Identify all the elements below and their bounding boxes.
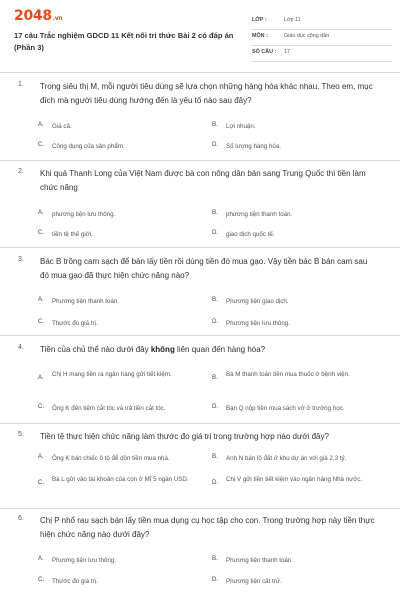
option-text: Phương tiện giao dịch. (226, 298, 289, 305)
meta-subject-label: MÔN : (252, 33, 268, 39)
option-letter: C. (38, 318, 45, 325)
question-number: 4. (18, 344, 24, 351)
option-text: Phương tiện thanh toán. (226, 557, 294, 564)
question-text: Tiền tệ thực hiện chức năng làm thước đo giá trị trong trường hợp nào dưới đây? (40, 432, 329, 441)
option-letter: A. (38, 555, 44, 562)
question-text: Khi quả Thanh Long của Việt Nam được bà con nông dân bán sang Trung Quốc thì tiền làm chức năng (40, 169, 366, 192)
option-text: phương tiện thanh toán. (226, 211, 293, 218)
option-text: Phương tiện lưu thông. (226, 320, 290, 327)
option-letter: D. (212, 318, 219, 325)
option-letter: C. (38, 403, 45, 410)
quiz-title: 17 câu Trắc nghiệm GDCD 11 Kết nối tri thức Bài 2 có đáp án (Phần 3) (14, 31, 234, 52)
option-letter: B. (212, 209, 218, 216)
option-text: Bạn Q nộp tiền mua sách vở ở trường học. (226, 405, 345, 412)
option-text: Chị V gửi tiền tiết kiệm vào ngân hàng Nhà nước. (226, 476, 363, 483)
logo-text: 2048 (14, 8, 52, 24)
question-number: 2. (18, 168, 24, 175)
question-text-part: Tiền của chủ thể nào dưới đây (40, 345, 151, 354)
option-letter: B. (212, 555, 218, 562)
option-text: Ông K đến tiệm cắt tóc và trả tiền cắt tóc. (52, 405, 166, 412)
option-text: Bà L gửi vào tài khoản của con ở Mĩ 5 ngàn USD. (52, 476, 189, 483)
page-header (0, 0, 400, 73)
option-text: Phương tiện thanh toán. (52, 298, 120, 305)
option-text: Số lượng hàng hóa. (226, 143, 281, 150)
option-text: Thước đo giá trị. (52, 320, 98, 327)
meta-subject (252, 30, 392, 46)
option-text: Phương tiện lưu thông. (52, 557, 116, 564)
option-text: Thước đo giá trị. (52, 578, 98, 585)
question-6 (0, 514, 400, 600)
option-letter: D. (212, 229, 219, 236)
meta-class (252, 14, 392, 30)
question-number: 1. (18, 81, 24, 88)
meta-class-value: Lớp 11 (284, 17, 301, 23)
logo-tld: .vn (52, 15, 63, 22)
option-text: giao dịch quốc tế. (226, 231, 275, 238)
question-number: 6. (18, 515, 24, 522)
option-letter: A. (38, 453, 44, 460)
option-text: Lợi nhuận. (226, 123, 256, 130)
option-letter: C. (38, 576, 45, 583)
question-text-part: liên quan đến hàng hóa? (174, 345, 266, 354)
option-letter: A. (38, 296, 44, 303)
question-text: Chị P nhổ rau sạch bán lấy tiền mua dụng cụ học tập cho con. Trong trường hợp này tiền thực hiện chức năng nào dưới đây? (40, 516, 375, 539)
question-emphasis: không (150, 345, 175, 354)
option-letter: D. (212, 479, 219, 486)
option-text: Chị H mang tiền ra ngân hàng gửi tiết kiệm. (52, 371, 172, 378)
option-text: Anh N bán lô đất ở khu dự án với giá 2,3 tỷ. (226, 455, 347, 462)
question-2 (0, 167, 400, 248)
option-text: Giá cả. (52, 123, 72, 130)
question-4 (0, 343, 400, 424)
question-3 (0, 255, 400, 336)
meta-count-value: 17 (284, 49, 290, 55)
option-text: tiền tệ thế giới. (52, 231, 93, 238)
option-letter: C. (38, 479, 45, 486)
site-logo[interactable] (14, 8, 62, 24)
option-letter: C. (38, 229, 45, 236)
meta-count-label: SỐ CÂU : (252, 49, 277, 55)
meta-class-label: LỚP : (252, 17, 267, 23)
question-text: Trong siêu thị M, mỗi người tiêu dùng sẽ lựa chọn những hàng hóa khác nhau. Theo em, mục đích mà người tiêu dùng hướng đến là yếu tố nào sau đây? (40, 82, 373, 105)
option-text: Phương tiện cất trữ. (226, 578, 282, 585)
meta-count (252, 46, 392, 62)
option-letter: D. (212, 403, 219, 410)
question-text (40, 343, 375, 357)
option-text: Ông K bán chiếc ô tô để dồn tiền mua nhà. (52, 455, 170, 462)
option-letter: B. (212, 374, 218, 381)
meta-subject-value: Giáo dục công dân (284, 33, 330, 39)
option-letter: D. (212, 576, 219, 583)
option-letter: A. (38, 209, 44, 216)
question-1 (0, 80, 400, 161)
option-text: Công dụng của sản phẩm. (52, 143, 125, 150)
option-text: Bà M thanh toán tiền mua thuốc ở bệnh viện. (226, 371, 350, 378)
option-letter: A. (38, 374, 44, 381)
option-letter: C. (38, 141, 45, 148)
question-text: Bác B trồng cam sạch để bán lấy tiền rồi dùng tiền đó mua gạo. Vậy tiền bác B bán cam sau đó mua gạo đã thực hiện chức năng nào? (40, 257, 368, 280)
option-letter: D. (212, 141, 219, 148)
question-number: 3. (18, 256, 24, 263)
question-5 (0, 430, 400, 509)
option-letter: A. (38, 121, 44, 128)
option-letter: B. (212, 453, 218, 460)
option-letter: B. (212, 121, 218, 128)
option-text: phương tiện lưu thông. (52, 211, 116, 218)
option-letter: B. (212, 296, 218, 303)
question-number: 5. (18, 431, 24, 438)
